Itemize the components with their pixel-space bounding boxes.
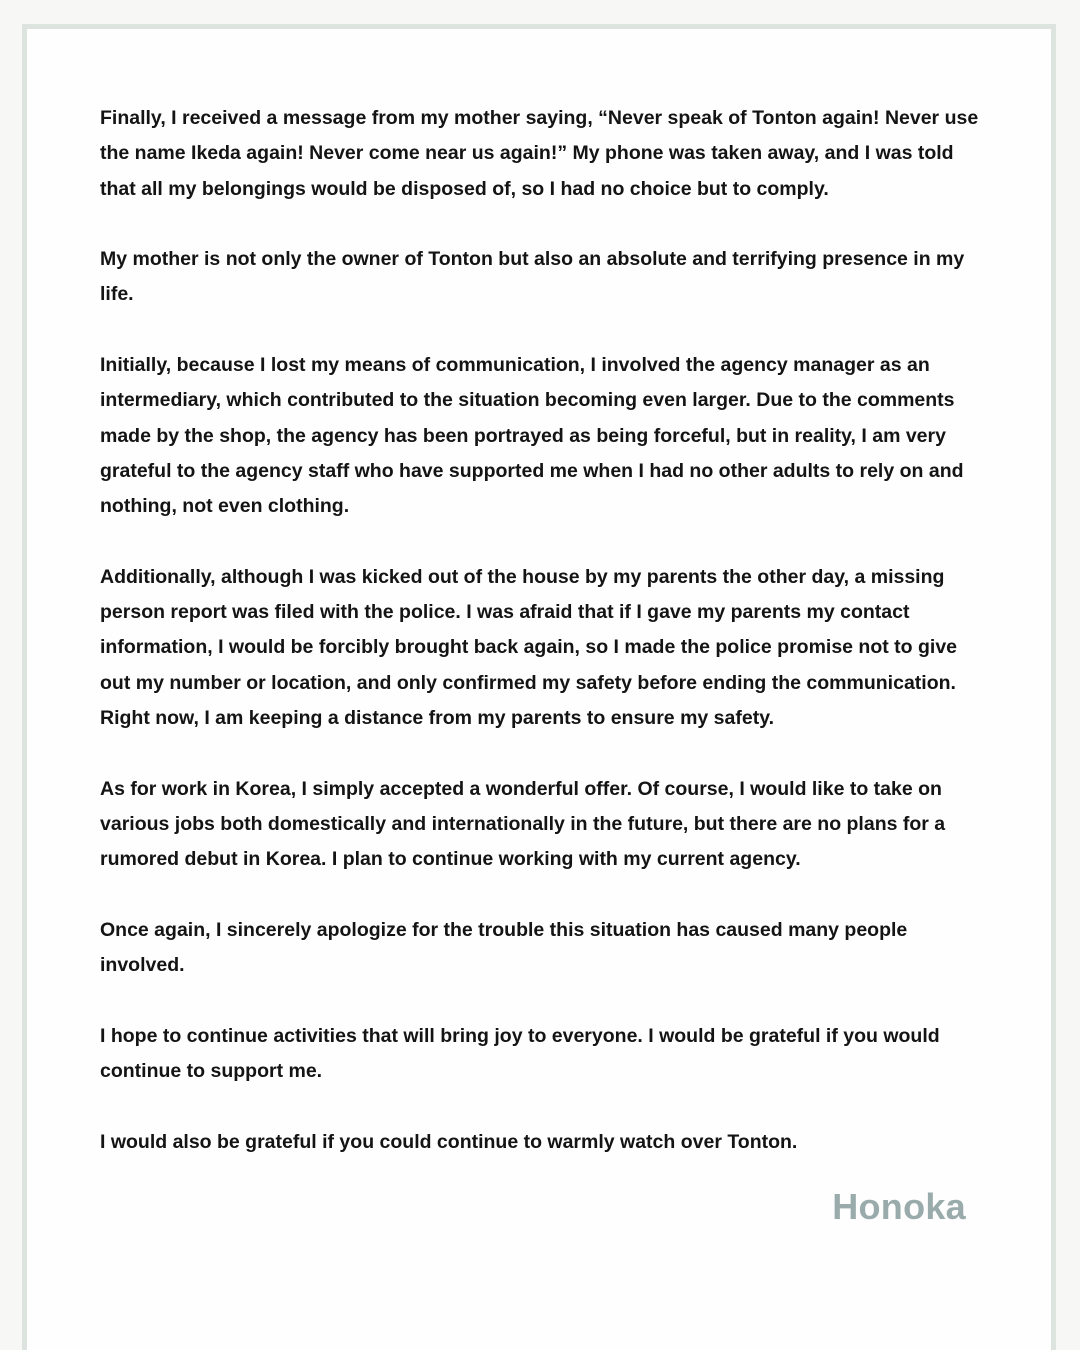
paragraph: I hope to continue activities that will bring joy to everyone. I would be grateful if you would continue to support me. — [100, 1024, 940, 1083]
paragraph: My mother is not only the owner of Tonton but also an absolute and terrifying presence in my life. — [100, 248, 965, 306]
letter-body — [100, 101, 985, 1195]
paragraph: As for work in Korea, I simply accepted a wonderful offer. Of course, I would like to take on various jobs both domestically and internationally in the future, but there are no plans for a rumored debut in Korea. I plan to continue working with my current agency. — [100, 777, 946, 871]
paragraph: I would also be grateful if you could continue to warmly watch over Tonton. — [100, 1130, 798, 1153]
paragraph: Initially, because I lost my means of communication, I involved the agency manager as an intermediary, which contributed to the situation becoming even larger. Due to the comments made by the shop, the agency has been portrayed as being forceful, but in reality, I am very grateful to the agency staff who have supported me when I had no other adults to rely on and nothing, not even clothing. — [100, 354, 964, 518]
paragraph: Once again, I sincerely apologize for the trouble this situation has caused many people involved. — [100, 918, 908, 977]
paragraph: Finally, I received a message from my mother saying, “Never speak of Tonton again! Never use the name Ikeda again! Never come near us again!” My phone was taken away, and I was told that all my belongings would be disposed of, so I had no choice but to comply. — [100, 107, 979, 200]
signature: Honoka — [832, 1186, 966, 1227]
paragraph: Additionally, although I was kicked out of the house by my parents the other day, a missing person report was filed with the police. I was afraid that if I gave my parents my contact information, I would be forcibly brought back again, so I made the police promise not to give out my number or location, and only confirmed my safety before ending the communication. Right now, I am keeping a distance from my parents to ensure my safety. — [100, 565, 958, 730]
